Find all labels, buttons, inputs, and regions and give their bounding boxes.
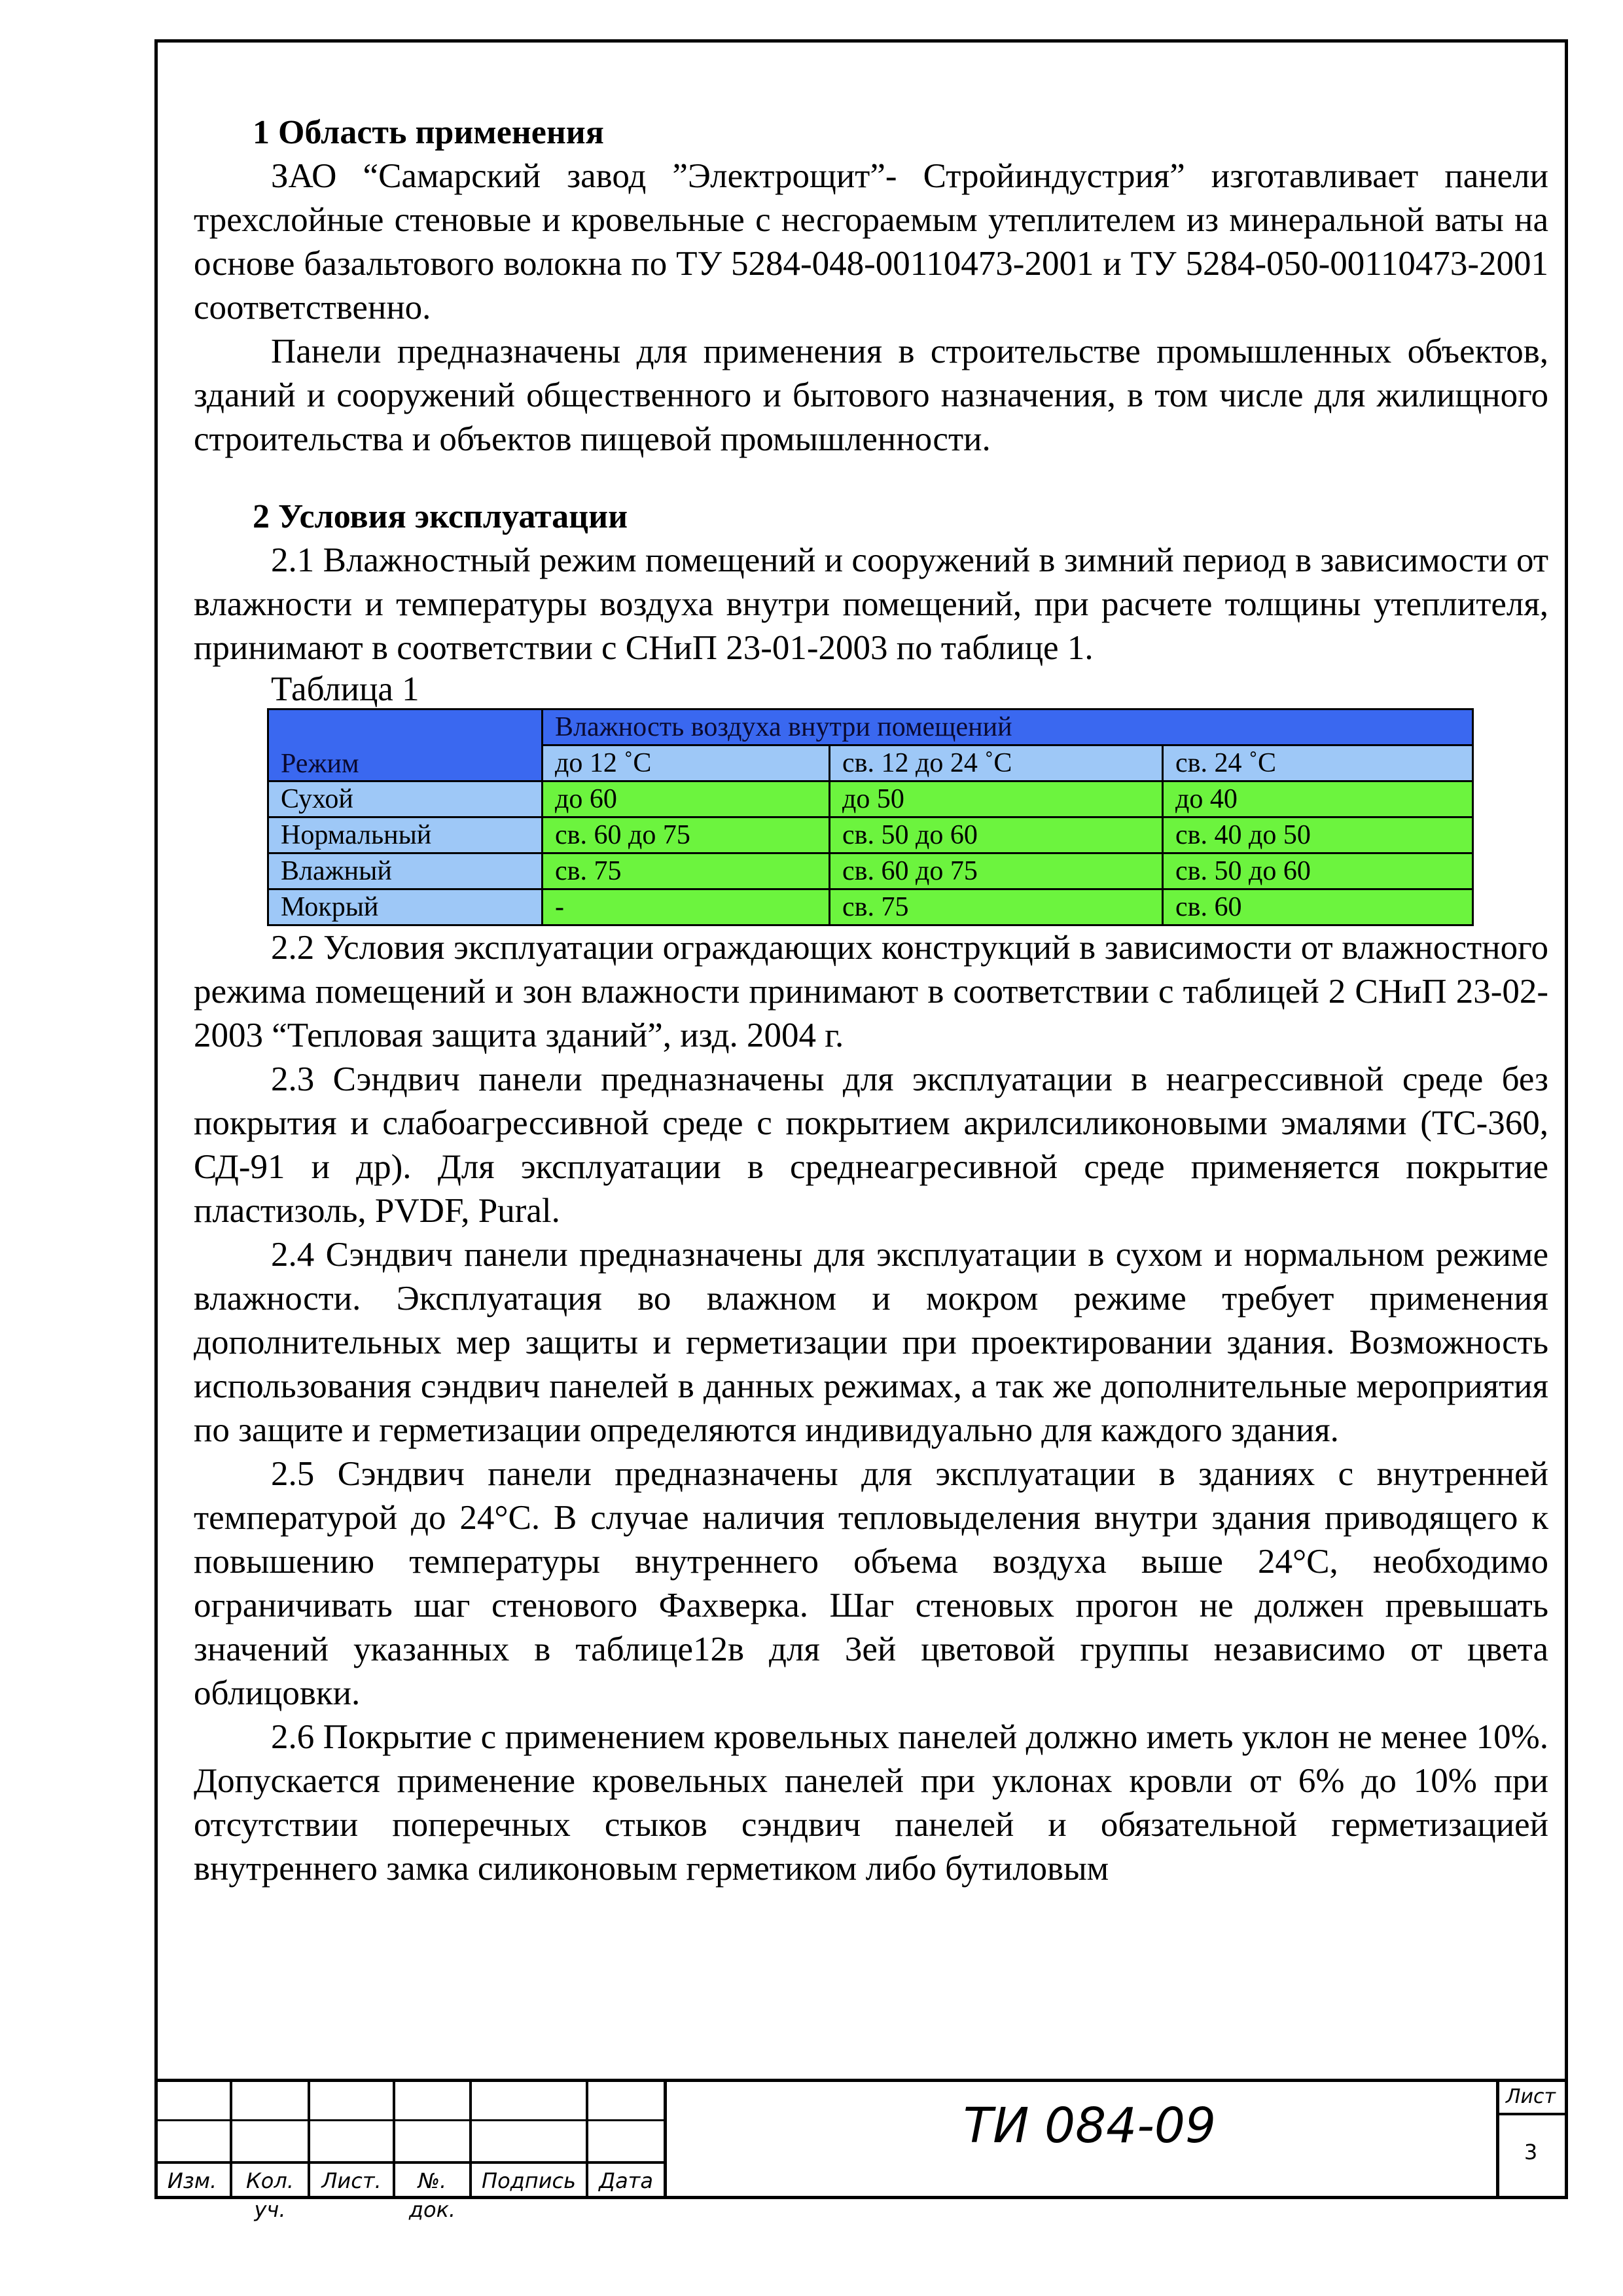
table-row-mode: Сухой bbox=[268, 781, 543, 817]
table-cell: св. 60 до 75 bbox=[830, 853, 1163, 889]
table-corner-header bbox=[268, 709, 543, 781]
paragraph-2-3: 2.3 Сэндвич панели предназначены для эксплуатации в неагрессивной среде без покрытия и слабоагрессивной среде с покрытием акрилсиликоновыми эмалями (ТС-360, СД-91 и др). Для эксплуатации в среднеагресивной среде применяется покрытие пластизоль, PVDF, Pural. bbox=[194, 1060, 1548, 1230]
table-row-mode: Мокрый bbox=[268, 889, 543, 925]
title-block-top-border bbox=[154, 2079, 1568, 2082]
paragraph-2-4: 2.4 Сэндвич панели предназначены для эксплуатации в сухом и нормальном режиме влажности. Эксплуатация во влажном и мокром режиме требует применения дополнительных мер защиты и герметизации при проектировании здания. Возможность использования сэндвич панелей в данных режимах, а так же дополнительные мероприятия по защите и герметизации определяются индивидуально для каждого здания. bbox=[194, 1236, 1548, 1449]
table-row bbox=[268, 781, 1473, 817]
table-cell: св. 75 bbox=[830, 889, 1163, 925]
table-cell: св. 50 до 60 bbox=[1163, 853, 1473, 889]
table-column-header: св. 24 ˚С bbox=[1163, 745, 1473, 781]
table-cell: св. 60 до 75 bbox=[543, 817, 830, 853]
table-row-mode: Влажный bbox=[268, 853, 543, 889]
section-1-paragraph-1: ЗАО “Самарский завод ”Электрощит”- Стройиндустрия” изготавливает панели трехслойные стеновые и кровельные с несгораемым утеплителем из минеральной ваты на основе базальтового волокна по ТУ 5284-048-00110473-2001 и ТУ 5284-050-00110473-2001 соответственно. bbox=[194, 157, 1548, 327]
stamp-label-sheet: Лист. bbox=[321, 2168, 382, 2193]
section-1-heading: 1 Область применения bbox=[253, 114, 604, 151]
paragraph-2-2: 2.2 Условия эксплуатации ограждающих конструкций в зависимости от влажностного режима помещений и зон влажности принимают в соответствии с таблицей 2 СНиП 23-02-2003 “Тепловая защита зданий”, изд. 2004 г. bbox=[194, 929, 1548, 1054]
table-cell: св. 75 bbox=[543, 853, 830, 889]
table-cell: до 40 bbox=[1163, 781, 1473, 817]
stamp-label-signature: Подпись bbox=[482, 2168, 576, 2193]
table-row bbox=[268, 817, 1473, 853]
table-caption: Таблица 1 bbox=[271, 670, 419, 708]
stamp-label-change: Изм. bbox=[167, 2168, 217, 2193]
section-1-paragraph-2: Панели предназначены для применения в строительстве промышленных объектов, зданий и сооружений общественного и бытового назначения, в том числе для жилищного строительства и объектов пищевой промышленности. bbox=[194, 332, 1548, 458]
humidity-table bbox=[267, 708, 1474, 926]
table-cell: св. 40 до 50 bbox=[1163, 817, 1473, 853]
table-row bbox=[268, 889, 1473, 925]
table-column-header: до 12 ˚С bbox=[543, 745, 830, 781]
table-cell: до 50 bbox=[830, 781, 1163, 817]
sheet-label: Лист bbox=[1505, 2085, 1556, 2108]
table-row bbox=[268, 853, 1473, 889]
table-cell: до 60 bbox=[543, 781, 830, 817]
table-cell: - bbox=[543, 889, 830, 925]
document-code: ТИ 084-09 bbox=[963, 2098, 1217, 2154]
table-row-mode: Нормальный bbox=[268, 817, 543, 853]
stamp-label-count: Кол. уч. bbox=[246, 2168, 294, 2222]
stamp-label-doc-number: №. док. bbox=[408, 2168, 456, 2222]
paragraph-2-5: 2.5 Сэндвич панели предназначены для эксплуатации в зданиях с внутренней температурой до 24°С. В случае наличия тепловыделения внутри здания приводящего к повышению температуры внутреннего объема воздуха выше 24°С, необходимо ограничивать шаг стенового Фахверка. Шаг стеновых прогон не должен превышать значений указанных в таблице12в для 3ей цветовой группы независимо от цвета облицовки. bbox=[194, 1455, 1548, 1712]
section-2-heading: 2 Условия эксплуатации bbox=[253, 498, 628, 535]
stamp-label-date: Дата bbox=[599, 2168, 653, 2193]
table-group-header: Влажность воздуха внутри помещений bbox=[543, 709, 1473, 745]
table-column-header: св. 12 до 24 ˚С bbox=[830, 745, 1163, 781]
mode-header-label: Режим bbox=[281, 749, 359, 779]
table-cell: св. 50 до 60 bbox=[830, 817, 1163, 853]
document-body bbox=[194, 105, 1548, 1891]
paragraph-2-1: 2.1 Влажностный режим помещений и сооружений в зимний период в зависимости от влажности и температуры воздуха внутри помещений, при расчете толщины утеплителя, принимают в соответствии с СНиП 23-01-2003 по таблице 1. bbox=[194, 541, 1548, 667]
sheet-number: 3 bbox=[1524, 2140, 1538, 2164]
paragraph-2-6: 2.6 Покрытие с применением кровельных панелей должно иметь уклон не менее 10%. Допускается применение кровельных панелей при уклонах кровли от 6% до 10% при отсутствии поперечных стыков сэндвич панелей и обязательной герметизацией внутреннего замка силиконовым герметиком либо бутиловым bbox=[194, 1718, 1548, 1888]
table-cell: св. 60 bbox=[1163, 889, 1473, 925]
